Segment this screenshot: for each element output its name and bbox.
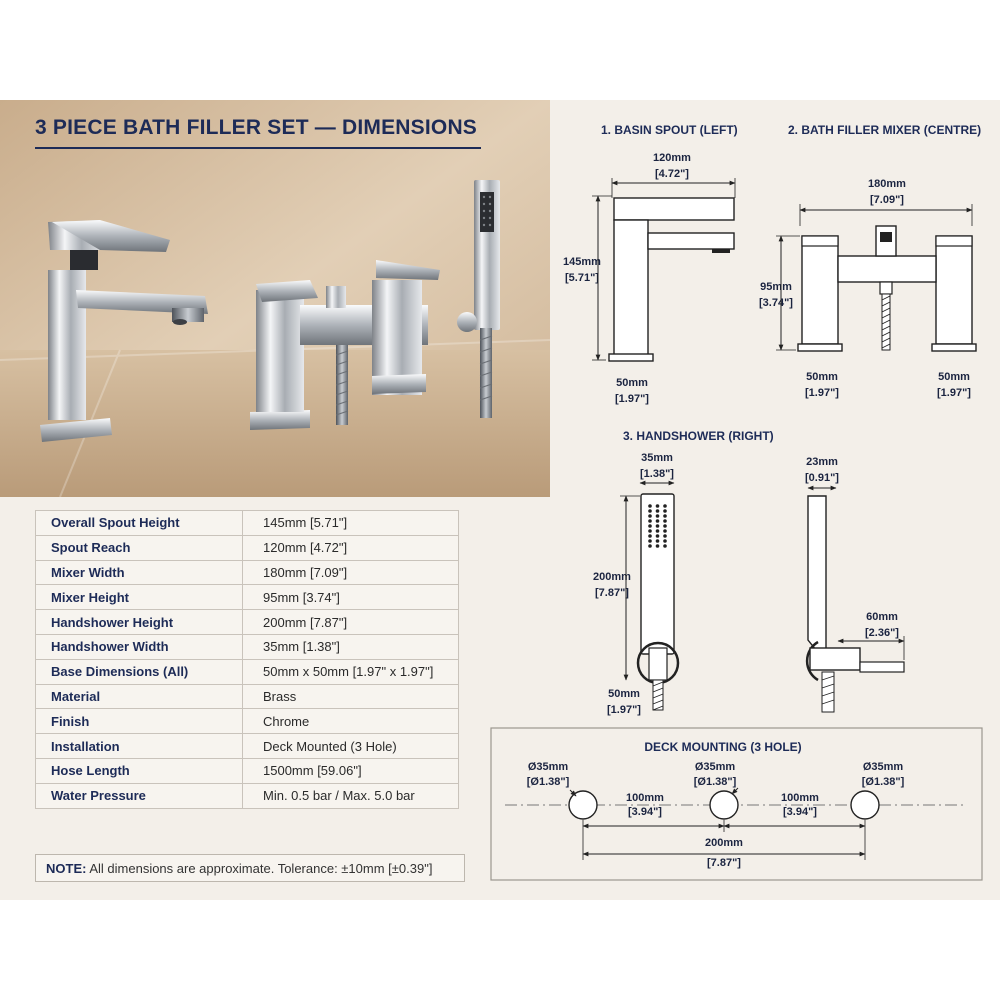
- spec-value: 145mm [5.71"]: [243, 511, 459, 536]
- handshower-drawing: [593, 429, 904, 716]
- mixer-base-left-label: 50mm: [806, 371, 838, 383]
- deck-hole-left-label: Ø35mm: [527, 761, 569, 773]
- mixer-width-inch: [7.09"]: [870, 194, 904, 206]
- spec-label: Spout Reach: [36, 535, 243, 560]
- dimension-drawings: [526, 100, 1000, 900]
- spec-value: Chrome: [243, 709, 459, 734]
- hs-base-label: 50mm: [608, 688, 640, 700]
- basin-base-label: 50mm: [616, 377, 648, 389]
- note-text: All dimensions are approximate. Tolerance: ±10mm [±0.39"]: [86, 861, 433, 876]
- spec-table: [35, 510, 459, 809]
- nozzle-dot: [663, 539, 667, 543]
- spec-label: Handshower Height: [36, 610, 243, 635]
- deck-gap-left-inch: [3.94"]: [628, 806, 662, 818]
- nozzle-dot: [656, 514, 660, 518]
- nozzle-dot: [648, 519, 652, 523]
- mixer-height-label: 95mm: [760, 281, 792, 293]
- spec-row: [36, 709, 459, 734]
- basin-height-inch: [5.71"]: [565, 272, 599, 284]
- spec-value: 120mm [4.72"]: [243, 535, 459, 560]
- bath-mixer-drawing: [759, 123, 981, 399]
- nozzle-dot: [648, 529, 652, 533]
- nozzle-dot: [656, 529, 660, 533]
- nozzle-dot: [656, 509, 660, 513]
- mixer-base-right-label: 50mm: [938, 371, 970, 383]
- spec-value: 35mm [1.38"]: [243, 634, 459, 659]
- spec-row: [36, 610, 459, 635]
- spec-value: 180mm [7.09"]: [243, 560, 459, 585]
- nozzle-dot: [648, 509, 652, 513]
- mixer-width-label: 180mm: [868, 178, 906, 190]
- nozzle-dot: [663, 514, 667, 518]
- spec-label: Mixer Width: [36, 560, 243, 585]
- nozzle-dot: [663, 534, 667, 538]
- deck-gap-left-label: 100mm: [626, 792, 664, 804]
- spec-value: 1500mm [59.06"]: [243, 758, 459, 783]
- nozzle-dot: [648, 539, 652, 543]
- nozzle-dot: [663, 524, 667, 528]
- hs-holder-label: 60mm: [866, 611, 898, 623]
- spec-label: Hose Length: [36, 758, 243, 783]
- nozzle-dot: [648, 534, 652, 538]
- deck-gap-right-label: 100mm: [781, 792, 819, 804]
- page-title: 3 PIECE BATH FILLER SET — DIMENSIONS: [35, 116, 478, 139]
- hs-depth-inch: [0.91"]: [805, 472, 839, 484]
- nozzle-dot: [663, 504, 667, 508]
- hs-height-inch: [7.87"]: [595, 587, 629, 599]
- basin-reach-inch: [4.72"]: [655, 168, 689, 180]
- deck-heading: DECK MOUNTING (3 HOLE): [644, 740, 802, 754]
- spec-value: 200mm [7.87"]: [243, 610, 459, 635]
- note-label: NOTE:: [46, 861, 87, 876]
- spec-row: [36, 734, 459, 759]
- basin-height-label: 145mm: [563, 256, 601, 268]
- spec-row: [36, 511, 459, 536]
- deck-total-inch: [7.87"]: [707, 857, 741, 869]
- mixer-height-inch: [3.74"]: [759, 297, 793, 309]
- spec-label: Mixer Height: [36, 585, 243, 610]
- nozzle-dot: [656, 534, 660, 538]
- nozzle-dot: [656, 539, 660, 543]
- nozzle-dot: [648, 514, 652, 518]
- basin-heading: 1. BASIN SPOUT (LEFT): [601, 123, 738, 137]
- basin-base-inch: [1.97"]: [615, 393, 649, 405]
- nozzle-dot: [656, 504, 660, 508]
- spec-row: [36, 659, 459, 684]
- spec-value: 50mm x 50mm [1.97" x 1.97"]: [243, 659, 459, 684]
- deck-hole-left-inch: [Ø1.38"]: [526, 776, 570, 788]
- spec-row: [36, 560, 459, 585]
- title-underline: [35, 147, 481, 149]
- spec-label: Material: [36, 684, 243, 709]
- nozzle-dot: [663, 519, 667, 523]
- spec-label: Handshower Width: [36, 634, 243, 659]
- deck-gap-right-inch: [3.94"]: [783, 806, 817, 818]
- basin-spout-drawing: [563, 123, 738, 405]
- mixer-base-right-inch: [1.97"]: [937, 387, 971, 399]
- spec-label: Installation: [36, 734, 243, 759]
- spec-label: Base Dimensions (All): [36, 659, 243, 684]
- spec-row: [36, 585, 459, 610]
- nozzle-dot: [656, 544, 660, 548]
- spec-label: Finish: [36, 709, 243, 734]
- hs-width-label: 35mm: [641, 452, 673, 464]
- spec-row: [36, 783, 459, 808]
- basin-reach-label: 120mm: [653, 152, 691, 164]
- nozzle-dot: [656, 524, 660, 528]
- nozzle-dot: [663, 509, 667, 513]
- spec-value: Brass: [243, 684, 459, 709]
- spec-row: [36, 535, 459, 560]
- deck-hole-right-label: Ø35mm: [862, 761, 904, 773]
- mixer-base-left-inch: [1.97"]: [805, 387, 839, 399]
- spec-value: Deck Mounted (3 Hole): [243, 734, 459, 759]
- tolerance-note: [35, 854, 465, 882]
- nozzle-dot: [663, 544, 667, 548]
- hs-depth-label: 23mm: [806, 456, 838, 468]
- mixer-heading: 2. BATH FILLER MIXER (CENTRE): [788, 123, 982, 137]
- product-photo: [0, 100, 550, 497]
- hs-width-inch: [1.38"]: [640, 468, 674, 480]
- spec-row: [36, 684, 459, 709]
- deck-hole-right-inch: [Ø1.38"]: [861, 776, 905, 788]
- hs-height-label: 200mm: [593, 571, 631, 583]
- spec-value: 95mm [3.74"]: [243, 585, 459, 610]
- nozzle-dot: [648, 544, 652, 548]
- spec-row: [36, 758, 459, 783]
- deck-hole-centre-label: Ø35mm: [694, 761, 736, 773]
- hs-base-inch: [1.97"]: [607, 704, 641, 716]
- spec-label: Overall Spout Height: [36, 511, 243, 536]
- handshower-heading: 3. HANDSHOWER (RIGHT): [623, 429, 774, 443]
- deck-total-label: 200mm: [705, 837, 743, 849]
- deck-hole-centre-inch: [Ø1.38"]: [693, 776, 737, 788]
- spec-value: Min. 0.5 bar / Max. 5.0 bar: [243, 783, 459, 808]
- spec-label: Water Pressure: [36, 783, 243, 808]
- nozzle-dot: [656, 519, 660, 523]
- nozzle-dot: [648, 504, 652, 508]
- nozzle-dot: [648, 524, 652, 528]
- hs-holder-inch: [2.36"]: [865, 627, 899, 639]
- spec-row: [36, 634, 459, 659]
- nozzle-dot: [663, 529, 667, 533]
- deck-mounting-drawing: [491, 728, 982, 880]
